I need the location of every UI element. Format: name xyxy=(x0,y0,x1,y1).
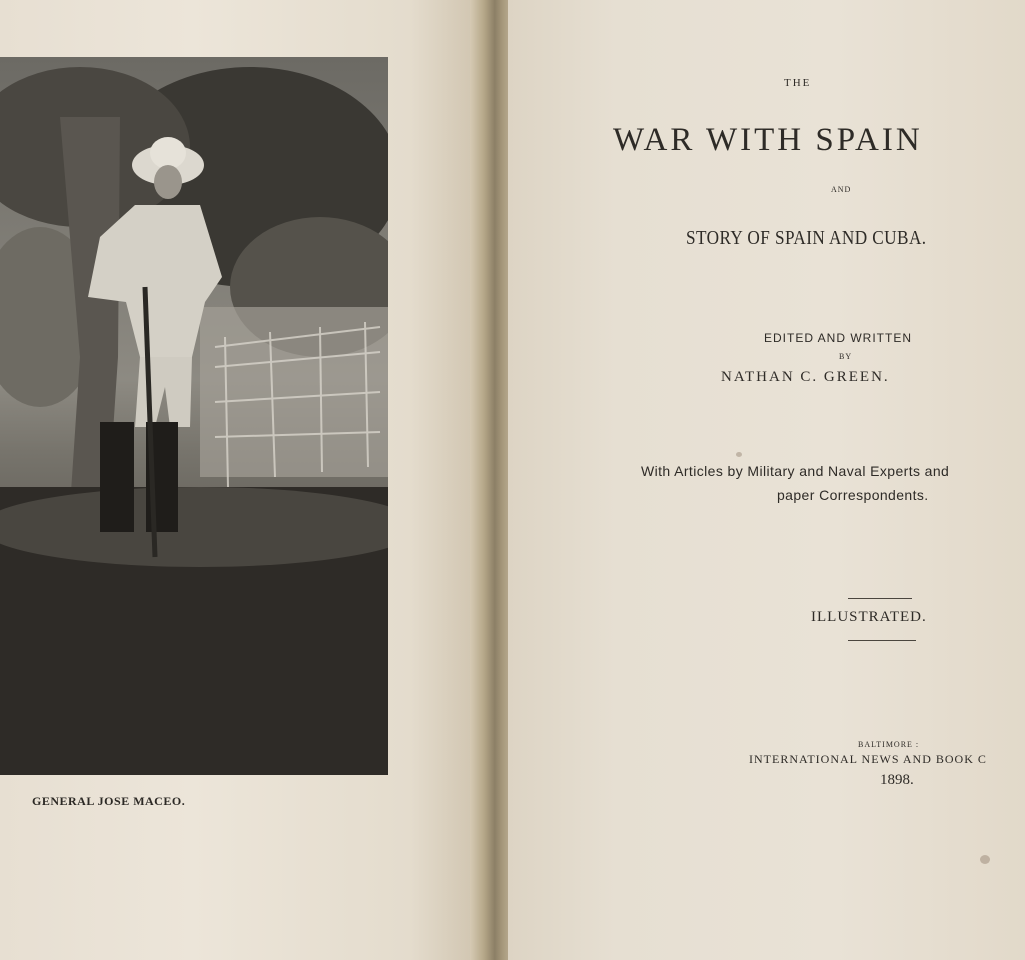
paper-spot xyxy=(980,855,990,864)
title-the: THE xyxy=(784,77,812,89)
articles-line-1: With Articles by Military and Naval Experts and xyxy=(641,463,950,479)
paper-spot xyxy=(736,452,742,457)
author-name: NATHAN C. GREEN. xyxy=(721,369,890,385)
title-page xyxy=(508,0,1025,960)
book-title: WAR WITH SPAIN xyxy=(613,122,923,158)
publisher-line: INTERNATIONAL NEWS AND BOOK C xyxy=(749,752,987,766)
rule-bottom xyxy=(848,640,916,641)
by-line: BY xyxy=(839,352,853,361)
rule-top xyxy=(848,598,912,599)
title-and: AND xyxy=(831,185,852,194)
plate-caption: GENERAL JOSE MACEO. xyxy=(32,794,186,808)
illustrated-label: ILLUSTRATED. xyxy=(811,609,927,625)
portrait-photograph xyxy=(0,57,388,775)
edited-line: EDITED AND WRITTEN xyxy=(764,331,913,345)
publication-year: 1898. xyxy=(880,772,914,788)
portrait-illustration xyxy=(0,57,388,775)
left-page xyxy=(0,0,482,960)
articles-line-2: paper Correspondents. xyxy=(777,487,929,503)
book-subtitle: STORY OF SPAIN AND CUBA. xyxy=(686,227,927,249)
city-line: BALTIMORE : xyxy=(858,740,920,749)
